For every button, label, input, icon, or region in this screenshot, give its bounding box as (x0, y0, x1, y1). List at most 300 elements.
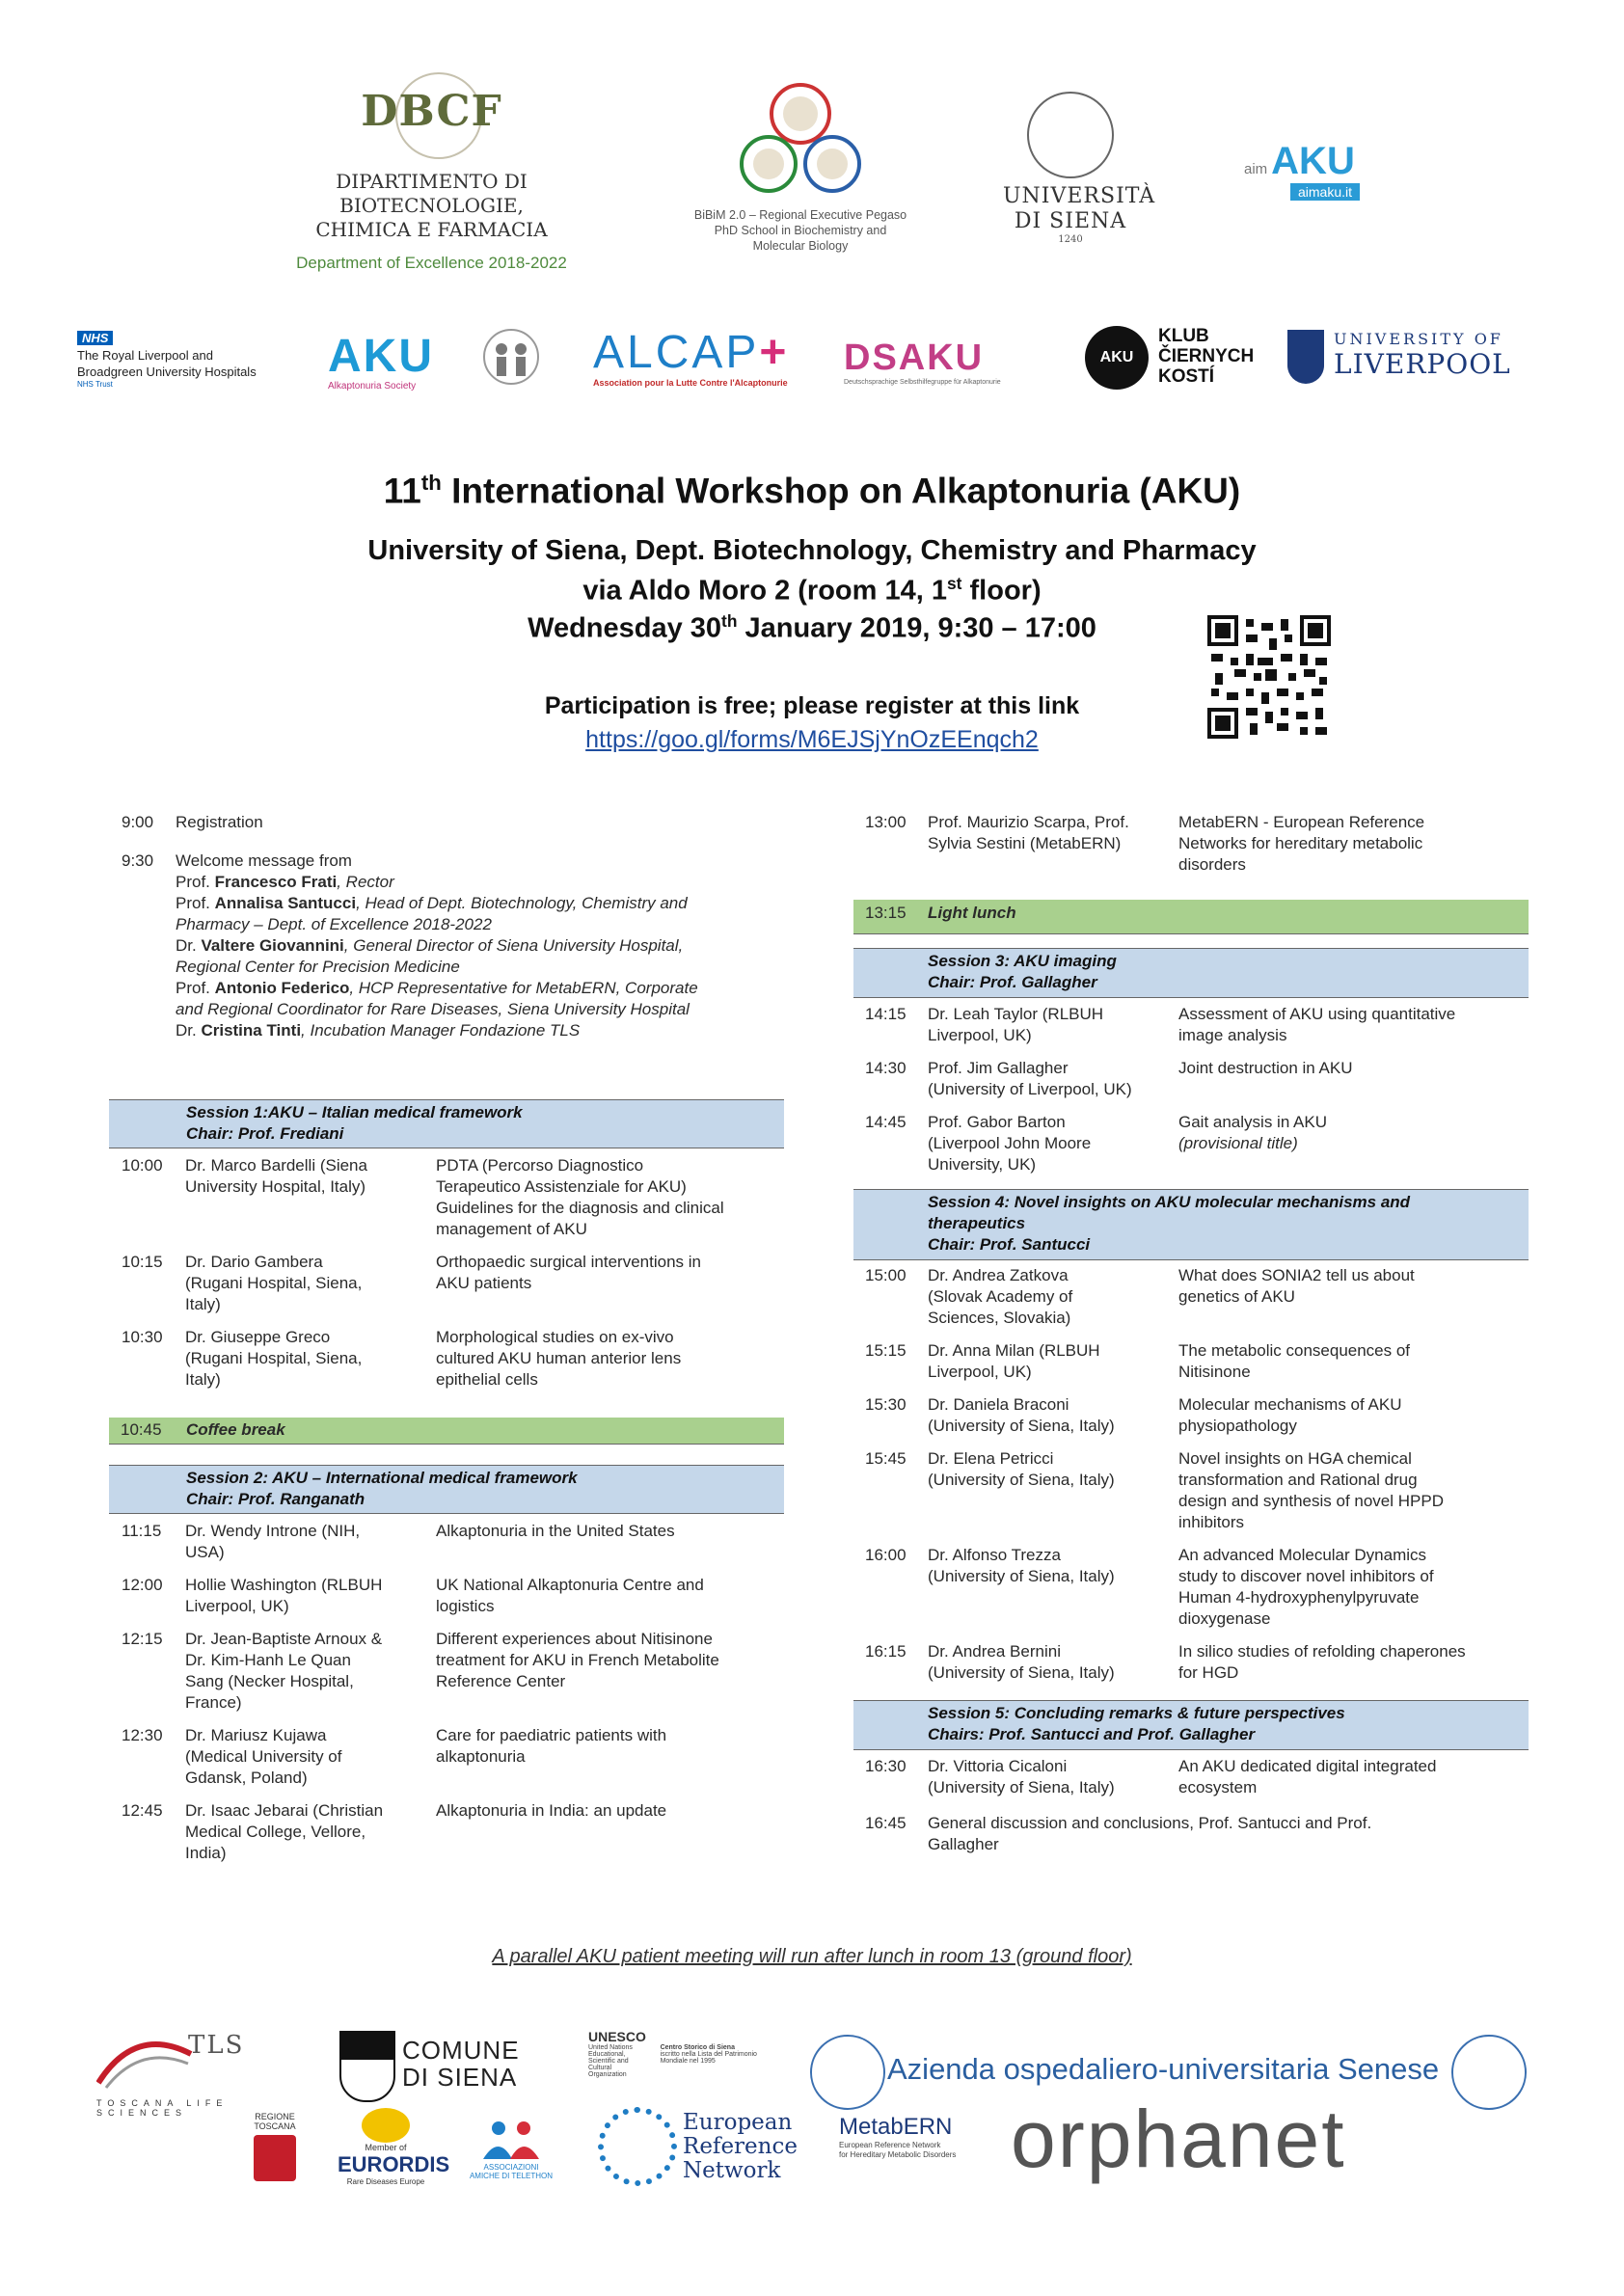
talk-title (436, 1629, 719, 1692)
welcome-speakers (176, 872, 793, 1041)
speaker-line: Gdansk, Poland) (185, 1769, 308, 1787)
klub-text (1158, 326, 1254, 387)
speaker-line: Dr. Wendy Introne (NIH, (185, 1522, 361, 1540)
welcome-speaker-line (176, 999, 793, 1020)
dbcf-name (246, 170, 617, 242)
session-2-header (109, 1465, 784, 1514)
unesco-line3: Cultural Organization (588, 2065, 627, 2078)
speaker-line: Dr. Daniela Braconi (928, 1395, 1069, 1414)
closing-line2: Gallagher (928, 1835, 999, 1853)
speaker-line: USA) (185, 1543, 225, 1561)
speaker-line: Dr. Mariusz Kujawa (185, 1726, 327, 1744)
metabern-sub2: for Hereditary Metabolic Disorders (839, 2150, 957, 2159)
talk-title (1178, 1545, 1434, 1630)
talk-title-line: epithelial cells (436, 1370, 538, 1389)
time: 10:00 (122, 1156, 163, 1175)
klub-circle: AKU (1085, 326, 1149, 390)
time: 16:45 (865, 1814, 907, 1832)
speaker-name: Cristina Tinti (201, 1021, 302, 1040)
talk-title-line: dioxygenase (1178, 1609, 1271, 1628)
talk-title-line: Terapeutico Assistenziale for AKU) (436, 1177, 687, 1196)
session-chair: Chair: Prof. Ranganath (186, 1490, 365, 1508)
speaker-line: Hollie Washington (RLBUH (185, 1576, 383, 1594)
talk-title-line: An advanced Molecular Dynamics (1178, 1546, 1427, 1564)
speaker-name: Annalisa Santucci (214, 894, 357, 912)
welcome-speaker-line (176, 957, 793, 978)
unisi-logo (1003, 92, 1156, 245)
speaker-line: (University of Liverpool, UK) (928, 1080, 1132, 1098)
speaker-line: University Hospital, Italy) (185, 1177, 366, 1196)
comune-di-siena-logo (339, 2031, 532, 2098)
unesco-logo (588, 2029, 781, 2078)
speaker-line: Dr. Kim-Hanh Le Quan (185, 1651, 351, 1669)
eurordis-mark-icon (362, 2108, 410, 2143)
time: 14:15 (865, 1005, 907, 1023)
pegasus-icon (254, 2135, 296, 2181)
amiche-line2: AMICHE DI TELETHON (469, 2172, 554, 2180)
speaker-line: Prof. Jim Gallagher (928, 1059, 1069, 1077)
speaker-line: Dr. Isaac Jebarai (Christian (185, 1801, 384, 1820)
speaker-line: Dr. Andrea Bernini (928, 1642, 1061, 1661)
speaker-line: (Rugani Hospital, Siena, (185, 1274, 363, 1292)
speaker (185, 1252, 362, 1315)
talk-title (436, 1800, 666, 1822)
speaker-title: Prof. (176, 979, 215, 997)
regione-line1: REGIONE (255, 2112, 295, 2121)
welcome-speaker-line (176, 1020, 793, 1041)
lunch-label: Light lunch (928, 904, 1016, 922)
talk-title (1178, 1394, 1401, 1437)
time: 10:30 (122, 1328, 163, 1346)
unesco-right2: iscritto nella Lista del Patrimonio Mondiale nel 1995 (660, 2051, 757, 2065)
speaker (185, 1155, 367, 1198)
speaker (928, 1265, 1072, 1329)
speaker-line: Sciences, Slovakia) (928, 1309, 1071, 1327)
speaker-name: Antonio Federico (214, 979, 350, 997)
talk-title-line: Orthopaedic surgical interventions in (436, 1253, 701, 1271)
nhs-line2: Broadgreen University Hospitals (77, 365, 257, 379)
talk-title-line: AKU patients (436, 1274, 532, 1292)
talk-title-line: Guidelines for the diagnosis and clinical (436, 1199, 724, 1217)
associazioni-amiche-telethon-logo (468, 2117, 555, 2180)
speaker-role: , Incubation Manager Fondazione TLS (301, 1021, 581, 1040)
time: 12:45 (122, 1801, 163, 1820)
speaker-line: (University of Siena, Italy) (928, 1778, 1115, 1796)
tls-swoosh-icon (96, 2035, 193, 2093)
speaker-line: University, UK) (928, 1155, 1037, 1174)
time: 16:00 (865, 1546, 907, 1564)
speaker (928, 1545, 1115, 1587)
speaker-role: and Regional Coordinator for Rare Diseases, Siena University Hospital (176, 1000, 690, 1018)
aimaku-url: aimaku.it (1290, 183, 1360, 201)
nhs-trust: NHS Trust (77, 380, 113, 389)
talk-title-line: Assessment of AKU using quantitative (1178, 1005, 1456, 1023)
speaker-line: Liverpool, UK) (928, 1363, 1032, 1381)
talk-title-line: Alkaptonuria in the United States (436, 1522, 675, 1540)
speaker-line: Dr. Vittoria Cicaloni (928, 1757, 1068, 1775)
tls-word: TLS (188, 2031, 245, 2060)
session-title: Session 1:AKU – Italian medical framework (186, 1103, 523, 1121)
time: 12:30 (122, 1726, 163, 1744)
speaker-role: , Head of Dept. Biotechnology, Chemistry and (356, 894, 688, 912)
amiche-line1: ASSOCIAZIONI (483, 2163, 539, 2172)
speaker-line: (University of Siena, Italy) (928, 1663, 1115, 1682)
speaker-line: Italy) (185, 1370, 221, 1389)
speaker-line: Dr. Jean-Baptiste Arnoux & (185, 1630, 383, 1648)
eurordis-word: EURORDIS (338, 2152, 450, 2176)
talk-title-line: Different experiences about Nitisinone (436, 1630, 713, 1648)
aou-seal-icon (810, 2035, 885, 2110)
speaker-line: Dr. Alfonso Trezza (928, 1546, 1061, 1564)
speaker (928, 1058, 1132, 1100)
aku-society-sub: Alkaptonuria Society (328, 381, 417, 392)
unisi-name-line2: DI SIENA (1014, 209, 1127, 233)
speaker-line: Italy) (185, 1295, 221, 1313)
speaker-line: Liverpool, UK) (185, 1597, 289, 1615)
siena-shield-icon (339, 2031, 395, 2102)
talk-title-line: disorders (1178, 855, 1246, 874)
talk-title-line: MetabERN - European Reference (1178, 813, 1425, 831)
session-chair: Chair: Prof. Santucci (928, 1235, 1091, 1254)
comune-line2: DI SIENA (402, 2063, 518, 2092)
date-sup: th (721, 611, 738, 631)
dbcf-excellence: Department of Excellence 2018-2022 (296, 254, 567, 272)
aimaku-logo (1244, 140, 1369, 202)
welcome-speaker-line (176, 978, 793, 999)
talk-title-line: PDTA (Percorso Diagnostico (436, 1156, 644, 1175)
talk-title-line: Networks for hereditary metabolic (1178, 834, 1423, 852)
unisi-year: 1240 (1058, 234, 1083, 245)
session-chair: Chair: Prof. Gallagher (928, 973, 1097, 991)
talk-title (436, 1521, 675, 1542)
speaker-name: Valtere Giovannini (201, 936, 344, 955)
talk-title (1178, 812, 1424, 876)
klub-ciernych-kosti-logo (1085, 326, 1268, 390)
speaker (185, 1725, 342, 1789)
lunch-row (853, 900, 1529, 934)
talk-title-line: logistics (436, 1597, 495, 1615)
session-subtitle: therapeutics (928, 1214, 1026, 1232)
talk-title (1178, 1641, 1466, 1684)
time: 14:45 (865, 1113, 907, 1131)
dsaku-sub: Deutschsprachige Selbsthilfegruppe für Alkaptonurie (844, 379, 1001, 386)
session-chair: Chair: Prof. Frediani (186, 1124, 344, 1143)
klub-line1: KLUB (1158, 326, 1209, 346)
tls-sub: TOSCANA LIFE SCIENCES (96, 2098, 229, 2118)
speaker-line: (Medical University of (185, 1747, 342, 1766)
time: 11:15 (122, 1522, 162, 1540)
talk-title-line: An AKU dedicated digital integrated (1178, 1757, 1437, 1775)
european-reference-network-logo (598, 2107, 810, 2184)
date-post: January 2019, 9:30 – 17:00 (737, 612, 1096, 644)
dbcf-name-line2: CHIMICA E FARMACIA (315, 218, 548, 241)
aimaku-aku: AKU (1271, 140, 1355, 182)
speaker-name: Francesco Frati (214, 873, 338, 891)
dsaku-word: DSAKU (844, 338, 985, 378)
speaker (185, 1800, 383, 1864)
university-of-liverpool-logo (1287, 330, 1519, 384)
comune-line1: COMUNE (402, 2036, 520, 2065)
unisi-seal-small-icon (1451, 2035, 1527, 2110)
speaker (928, 812, 1129, 854)
talk-title-line: ecosystem (1178, 1778, 1258, 1796)
talk-title-line: study to discover novel inhibitors of (1178, 1567, 1434, 1585)
talk-title-line: Novel insights on HGA chemical (1178, 1449, 1412, 1468)
regione-toscana-logo (241, 2112, 309, 2181)
time: 16:15 (865, 1642, 907, 1661)
dsaku-logo (844, 338, 1061, 386)
speaker-role: Regional Center for Precision Medicine (176, 958, 460, 976)
tls-logo (96, 2031, 318, 2118)
venue-line: University of Siena, Dept. Biotechnology, Chemistry and Pharmacy (367, 535, 1257, 566)
dbcf-logo (246, 68, 617, 272)
alcap-logo (593, 328, 815, 388)
speaker-line: France) (185, 1693, 242, 1712)
talk-title-line: Reference Center (436, 1672, 566, 1690)
welcome-speaker-line (176, 872, 793, 893)
date-pre: Wednesday 30 (528, 612, 722, 644)
speaker-title: Dr. (176, 936, 202, 955)
unesco-line2: Educational, Scientific and (588, 2051, 629, 2065)
bibim-caption-line2: PhD School in Biochemistry and (714, 224, 887, 237)
time: 9:30 (122, 851, 154, 870)
time: 16:30 (865, 1757, 907, 1775)
talk-title (1178, 1265, 1415, 1308)
speaker-line: Prof. Gabor Barton (928, 1113, 1066, 1131)
speaker (185, 1327, 362, 1391)
coffee-break-label: Coffee break (186, 1420, 285, 1439)
dbcf-wordmark: DBCF (361, 87, 502, 136)
session-3-header (853, 948, 1529, 998)
aou-name: Azienda ospedaliero-universitaria Senese (887, 2052, 1440, 2086)
time: 15:45 (865, 1449, 907, 1468)
talk-title-line: Morphological studies on ex-vivo (436, 1328, 674, 1346)
talk-title-line: Care for paediatric patients with (436, 1726, 667, 1744)
talk-title-line: inhibitors (1178, 1513, 1245, 1531)
address-sup: st (946, 574, 962, 593)
title-text: International Workshop on Alkaptonuria (AKU) (441, 471, 1241, 511)
speaker (928, 1394, 1115, 1437)
session-chair: Chairs: Prof. Santucci and Prof. Gallagher (928, 1725, 1256, 1743)
speaker-line: (Liverpool John Moore (928, 1134, 1092, 1152)
title-num: 11 (383, 471, 421, 511)
speaker-line: Dr. Dario Gambera (185, 1253, 323, 1271)
speaker-title: Dr. (176, 1021, 202, 1040)
talk-title-line: management of AKU (436, 1220, 587, 1238)
session-title: Session 3: AKU imaging (928, 952, 1117, 970)
unisi-seal-icon (1027, 92, 1114, 178)
speaker-line: (Slovak Academy of (928, 1287, 1073, 1306)
speaker-line: Sang (Necker Hospital, (185, 1672, 354, 1690)
nhs-badge: NHS (77, 331, 113, 345)
talk-title-line: Gait analysis in AKU (1178, 1113, 1328, 1131)
talk-title-line: treatment for AKU in French Metabolite (436, 1651, 719, 1669)
unisi-name-line1: UNIVERSITÀ (1003, 184, 1156, 208)
patient-meeting-note: A parallel AKU patient meeting will run after lunch in room 13 (ground floor) (492, 1946, 1132, 1967)
talk-title-line: cultured AKU human anterior lens (436, 1349, 682, 1367)
ern-line3: Network (683, 2158, 781, 2183)
welcome-speaker-line (176, 914, 793, 935)
talk-title-line: UK National Alkaptonuria Centre and (436, 1576, 704, 1594)
talk-title-line: genetics of AKU (1178, 1287, 1295, 1306)
ern-line2: Reference (683, 2134, 798, 2159)
talk-title-line: for HGD (1178, 1663, 1239, 1682)
liverpool-line1: UNIVERSITY OF (1334, 330, 1503, 348)
speaker-role: Pharmacy – Dept. of Excellence 2018-2022 (176, 915, 492, 933)
talk-title (1178, 1004, 1455, 1046)
time: 15:30 (865, 1395, 907, 1414)
unesco-right1: Centro Storico di Siena (660, 2044, 735, 2051)
metabern-word: MetabERN (839, 2114, 953, 2140)
speaker (928, 1448, 1115, 1491)
session-4-header (853, 1189, 1529, 1260)
registration-link[interactable]: https://goo.gl/forms/M6EJSjYnOzEEnqch2 (585, 726, 1039, 753)
speaker (928, 1004, 1103, 1046)
speaker-title: Prof. (176, 894, 215, 912)
talk-title-line: The metabolic consequences of (1178, 1341, 1411, 1360)
klub-line2: ČIERNYCH (1158, 346, 1255, 366)
speaker-line: Liverpool, UK) (928, 1026, 1032, 1044)
ern-dots-icon (598, 2107, 677, 2186)
talk-title-line: Alkaptonuria in India: an update (436, 1801, 667, 1820)
talk-title-line: Joint destruction in AKU (1178, 1059, 1353, 1077)
address-pre: via Aldo Moro 2 (room 14, 1 (582, 575, 947, 607)
qr-code-icon (1207, 615, 1331, 739)
speaker (185, 1629, 382, 1714)
orphanet-logo: orphanet (1011, 2093, 1346, 2184)
address-line (0, 574, 1624, 608)
speaker-line: (University of Siena, Italy) (928, 1417, 1115, 1435)
talk-title-line: In silico studies of refolding chaperones (1178, 1642, 1466, 1661)
speaker-line: (University of Siena, Italy) (928, 1567, 1115, 1585)
time: 10:45 (121, 1420, 162, 1439)
aku-society-word: AKU (328, 331, 434, 382)
coffee-break-row (109, 1418, 784, 1445)
time: 10:15 (122, 1253, 163, 1271)
speaker (928, 1756, 1115, 1798)
time: 13:00 (865, 813, 907, 831)
talk-title-line: Human 4-hydroxyphenylpyruvate (1178, 1588, 1420, 1607)
alcap-word: ALCAP (593, 327, 760, 378)
talk-title (436, 1252, 701, 1294)
speaker-line: India) (185, 1844, 227, 1862)
welcome-intro: Welcome message from (176, 851, 352, 870)
aimaku-aim: aim (1244, 161, 1268, 177)
talk-title-line: Molecular mechanisms of AKU (1178, 1395, 1402, 1414)
eurordis-sub: Rare Diseases Europe (346, 2177, 425, 2186)
nhs-logo (77, 330, 299, 389)
welcome-speaker-line (176, 893, 793, 914)
speaker-line: Dr. Leah Taylor (RLBUH (928, 1005, 1104, 1023)
talk-title-note: (provisional title) (1178, 1134, 1298, 1152)
ern-line1: European (683, 2110, 793, 2135)
speaker-line: Dr. Andrea Zatkova (928, 1266, 1069, 1284)
metabern-logo (839, 2114, 1013, 2160)
speaker-line: Sylvia Sestini (MetabERN) (928, 834, 1122, 852)
time: 14:30 (865, 1059, 907, 1077)
time: 15:00 (865, 1266, 907, 1284)
session-5-header (853, 1700, 1529, 1750)
metabern-sub1: European Reference Network (839, 2141, 941, 2149)
session-title: Session 5: Concluding remarks & future perspectives (928, 1704, 1345, 1722)
saudi-aku-society-icon (468, 326, 555, 398)
unesco-word: UNESCO (588, 2029, 646, 2044)
talk-title-line: image analysis (1178, 1026, 1287, 1044)
talk-title (1178, 1448, 1444, 1533)
speaker (185, 1575, 382, 1617)
speaker-line: Medical College, Vellore, (185, 1823, 366, 1841)
speaker-line: Prof. Maurizio Scarpa, Prof. (928, 813, 1129, 831)
unesco-line1: United Nations (588, 2044, 633, 2051)
speaker-line: Dr. Elena Petricci (928, 1449, 1054, 1468)
talk-title (436, 1155, 724, 1240)
time: 12:00 (122, 1576, 163, 1594)
klub-line3: KOSTÍ (1158, 366, 1215, 387)
talk-title-line: design and synthesis of novel HPPD (1178, 1492, 1444, 1510)
bibim-emblem-icon (718, 68, 882, 203)
bibim-logo (665, 68, 935, 254)
dbcf-mark (336, 68, 528, 164)
closing-line1: General discussion and conclusions, Prof. Santucci and Prof. (928, 1814, 1372, 1832)
talk-title (1178, 1058, 1352, 1079)
speaker-line: Dr. Giuseppe Greco (185, 1328, 331, 1346)
speaker-line: (Rugani Hospital, Siena, (185, 1349, 363, 1367)
speaker-line: (University of Siena, Italy) (928, 1471, 1115, 1489)
alcap-plus: + (759, 327, 790, 378)
date-line (0, 611, 1624, 645)
liverpool-crest-icon (1287, 330, 1324, 384)
talk-title-line: physiopathology (1178, 1417, 1297, 1435)
bibim-caption-line3: Molecular Biology (752, 239, 849, 253)
time: 15:15 (865, 1341, 907, 1360)
speaker-role: , HCP Representative for MetabERN, Corporate (349, 979, 698, 997)
eurordis-logo (338, 2108, 450, 2186)
speaker (928, 1340, 1100, 1383)
time: 9:00 (122, 813, 154, 831)
talk-title (436, 1327, 681, 1391)
speaker (928, 1641, 1115, 1684)
address-post: floor) (961, 575, 1042, 607)
talk-title (436, 1725, 666, 1768)
session-1-header (109, 1099, 784, 1148)
speaker-line: Dr. Marco Bardelli (Siena (185, 1156, 367, 1175)
talk-title-line: Nitisinone (1178, 1363, 1251, 1381)
regione-line2: TOSCANA (254, 2121, 296, 2131)
nhs-line1: The Royal Liverpool and (77, 348, 213, 363)
talk-title-line: What does SONIA2 tell us about (1178, 1266, 1415, 1284)
session-title: Session 4: Novel insights on AKU molecular mechanisms and (928, 1193, 1411, 1211)
title-sup: th (420, 471, 442, 495)
aku-society-logo (328, 333, 453, 392)
speaker (185, 1521, 360, 1563)
speaker (928, 1112, 1091, 1175)
dbcf-name-line1: DIPARTIMENTO DI BIOTECNOLOGIE, (336, 170, 528, 217)
time: 13:15 (865, 904, 907, 922)
talk-title (436, 1575, 704, 1617)
speaker-role: , Rector (337, 873, 394, 891)
welcome-speaker-line (176, 935, 793, 957)
workshop-title (0, 471, 1624, 511)
speaker-line: Dr. Anna Milan (RLBUH (928, 1341, 1100, 1360)
bibim-caption-line1: BiBiM 2.0 – Regional Executive Pegaso (693, 208, 907, 222)
talk-title (1178, 1340, 1410, 1383)
speaker-role: , General Director of Siena University Hospital, (343, 936, 684, 955)
eurordis-member: Member of (365, 2143, 407, 2152)
register-note: Participation is free; please register at this link (544, 692, 1080, 719)
people-icon (477, 2117, 545, 2161)
talk-title (1178, 1112, 1327, 1154)
bibim-caption (665, 207, 935, 254)
